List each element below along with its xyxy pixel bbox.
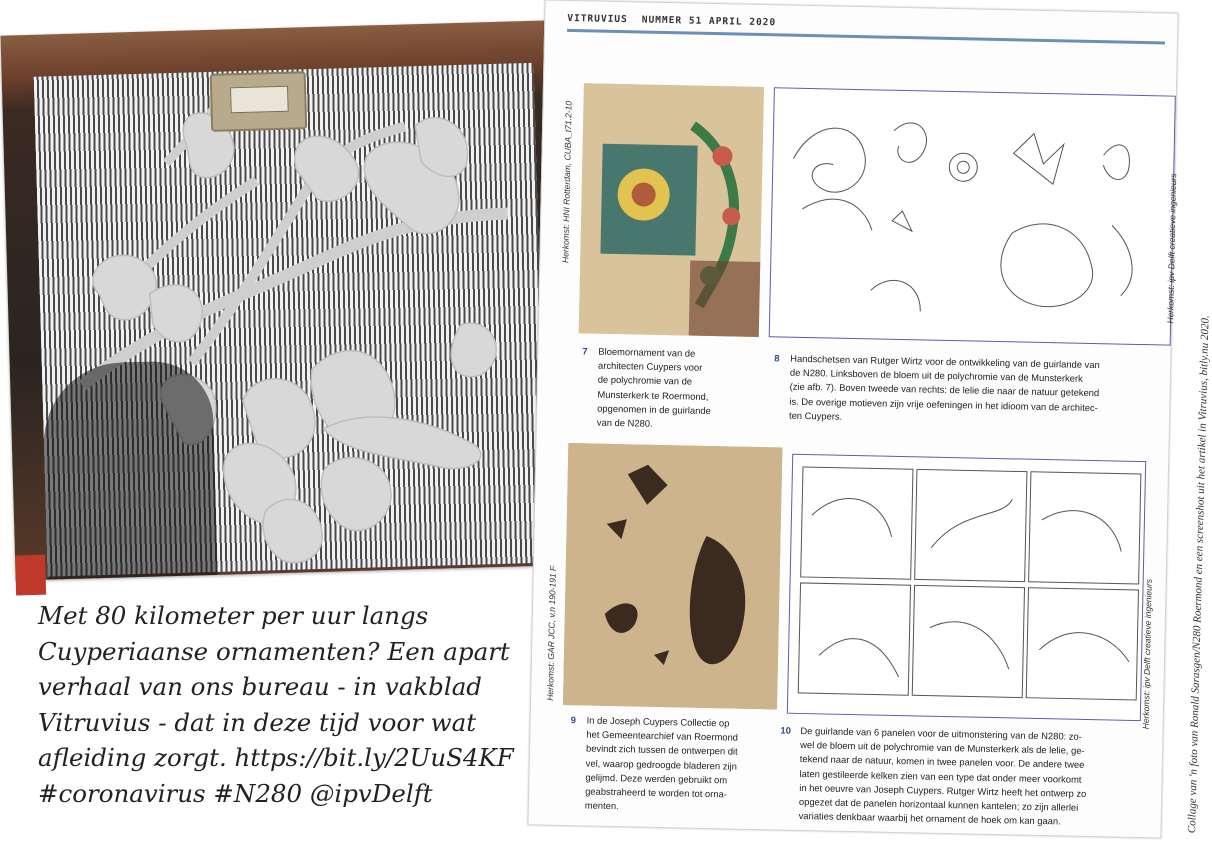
- caption-line: Cuyperiaanse ornamenten? Een apart: [38, 636, 510, 666]
- header-rule: [567, 29, 1165, 45]
- figure-7-image: [579, 83, 764, 337]
- figure-10-credit: Herkomst: ipv Delft creatieve ingenieurs: [1140, 578, 1154, 730]
- magazine-title: VITRUVIUS: [567, 12, 628, 26]
- caption-line: #coronavirus #N280 @ipvDelft: [38, 778, 433, 808]
- figure-8-caption: 8 Handschetsen van Rutger Wirtz voor de ontwikkeling van de guirlande van de N280. Linksboven de bloem uit de polychromie van de Munsterkerk (zie afb. 7). Boven tweede van rechts: de lelie die naar de natuur getekend is. De overige motieven zijn vrije oefeningen in het idioom van de architec- ten Cuypers.: [774, 352, 1100, 422]
- figure-9-number: 9: [570, 714, 576, 726]
- caption-line: afleiding zorgt. https://bit.ly/2UuS4KF: [38, 743, 514, 772]
- red-post: [15, 555, 46, 596]
- caption-line: Vitruvius - dat in deze tijd voor wat: [38, 707, 477, 737]
- person-shadow: [42, 360, 218, 580]
- figure-8-number: 8: [774, 352, 780, 364]
- figure-8-credit: Herkomst: ipv Delft creatieve ingenieurs: [1165, 173, 1179, 324]
- figure-8-sketches: [769, 87, 1179, 345]
- figure-9-dried-leaves: [563, 443, 782, 709]
- figure-7-credit: Herkomst: HNI Rotterdam, CUBA_t71.2-10: [560, 100, 574, 264]
- collage-credit: Collage van 'n foto van Ronald Sarasgen/N280 Roermond en een screenshot uit het artikel in Vitruvius, bitly.nu 2020.: [1186, 315, 1212, 834]
- lamp-box: [210, 71, 308, 132]
- figure-9-caption: 9 In de Joseph Cuypers Collectie op het Gemeentearchief van Roermond bevindt zich tussen de ontwerpen dit vel, waarop gedroogde bladeren zijn gelijmd. Deze werden gebruikt om geabstraheerd te worden tot orna- menten.: [570, 714, 739, 812]
- page-header: [567, 13, 776, 28]
- figure-10-caption: 10 De guirlande van 6 panelen voor de uitmonstering van de N280: zo- wel de bloem uit de polychromie van de Munsterkerk als de lelie, ge- tekend naar de natuur, komen in twee panelen voor. De andere twee laten gestileerde kelken zien van een type dat onder meer voorkomt in het oeuvre van Joseph Cuypers. Rutger Wirtz heeft het ontwerp zo opgezet dat de panelen horizontaal kunnen kantelen; zo zijn allerlei variaties denkbaar waarbij het ornament de hoek om kan gaan.: [780, 724, 1087, 827]
- figure-10-number: 10: [780, 724, 792, 736]
- issue-label: NUMMER 51 APRIL 2020: [641, 14, 777, 29]
- magazine-page: [527, 0, 1178, 839]
- caption-line: Met 80 kilometer per uur langs: [38, 601, 429, 630]
- figure-7-number: 7: [582, 345, 588, 357]
- photo-ornament-panel: [0, 20, 560, 580]
- figure-10-panels: [787, 454, 1146, 721]
- figure-7-caption: 7 Bloemornament van de architecten Cuypers voor de polychromie van de Munsterkerk te Roermond, opgenomen in de guirlande van de N280.: [582, 345, 711, 429]
- post-caption: [38, 598, 538, 811]
- caption-line: verhaal van ons bureau - in vakblad: [38, 672, 482, 701]
- figure-9-credit: Herkomst: GAR JCC, v.n 190-191 F: [545, 565, 558, 701]
